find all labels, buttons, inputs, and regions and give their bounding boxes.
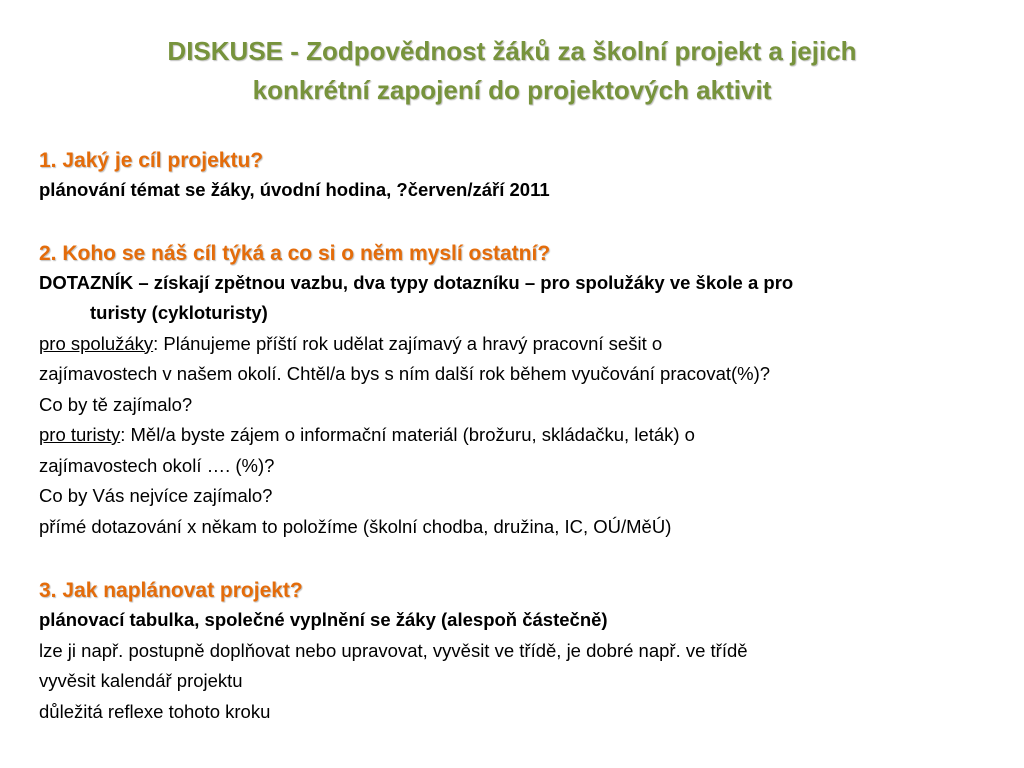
slide-title [60, 32, 964, 110]
section3-heading: 3. Jak naplánovat projekt? [39, 579, 303, 602]
spoluzaci-label: pro spolužáky [39, 332, 154, 354]
section1-heading: 1. Jaký je cíl projektu? [39, 149, 264, 172]
spoluzaci-line-2: zajímavostech v našem okolí. Chtěl/a bys s ním další rok během vyučování pracovat(%)? [39, 363, 771, 384]
title-line-1 [60, 32, 964, 71]
section3-line-1: plánovací tabulka, společné vyplnění se žáky (alespoň částečně) [39, 609, 608, 630]
section1-line: plánování témat se žáky, úvodní hodina, ?červen/září 2011 [39, 179, 550, 200]
spoluzaci-line-3: Co by tě zajímalo? [39, 393, 193, 415]
turisty-line-2: zajímavostech okolí …. (%)? [39, 454, 275, 476]
title-prefix: DISKUSE - [167, 36, 307, 66]
spacer [39, 206, 989, 240]
section3-line-2: lze ji např. postupně doplňovat nebo upravovat, vyvěsit ve třídě, je dobré např. ve třídě [39, 639, 748, 661]
spacer [39, 542, 989, 577]
turisty-label: pro turisty [39, 424, 121, 445]
section3-line-3: vyvěsit kalendář projektu [39, 670, 243, 691]
section2-heading: 2. Koho se náš cíl týká a co si o něm myslí ostatní? [39, 241, 551, 265]
spoluzaci-line-1 [39, 329, 989, 360]
turisty-line-3: Co by Vás nejvíce zajímalo? [39, 485, 273, 506]
turisty-line-1 [39, 420, 989, 451]
dotaznik-line-2: turisty (cykloturisty) [90, 302, 268, 323]
spoluzaci-text-1: : Plánujeme příští rok udělat zajímavý a hravý pracovní sešit o [153, 332, 663, 354]
title-rest: Zodpovědnost žáků za školní projekt a jejich [306, 36, 857, 66]
slide-content [39, 147, 989, 727]
prime-dotazovani-line: přímé dotazování x někam to položíme (školní chodba, družina, IC, OÚ/MěÚ) [39, 515, 672, 537]
dotaznik-line-1: DOTAZNÍK – získají zpětnou vazbu, dva typy dotazníku – pro spolužáky ve škole a pro [39, 271, 794, 293]
turisty-text-1: : Měl/a byste zájem o informační materiál (brožuru, skládačku, leták) o [120, 424, 695, 445]
section3-line-4: důležitá reflexe tohoto kroku [39, 700, 271, 722]
title-line-2: konkrétní zapojení do projektových aktivit [252, 75, 772, 105]
